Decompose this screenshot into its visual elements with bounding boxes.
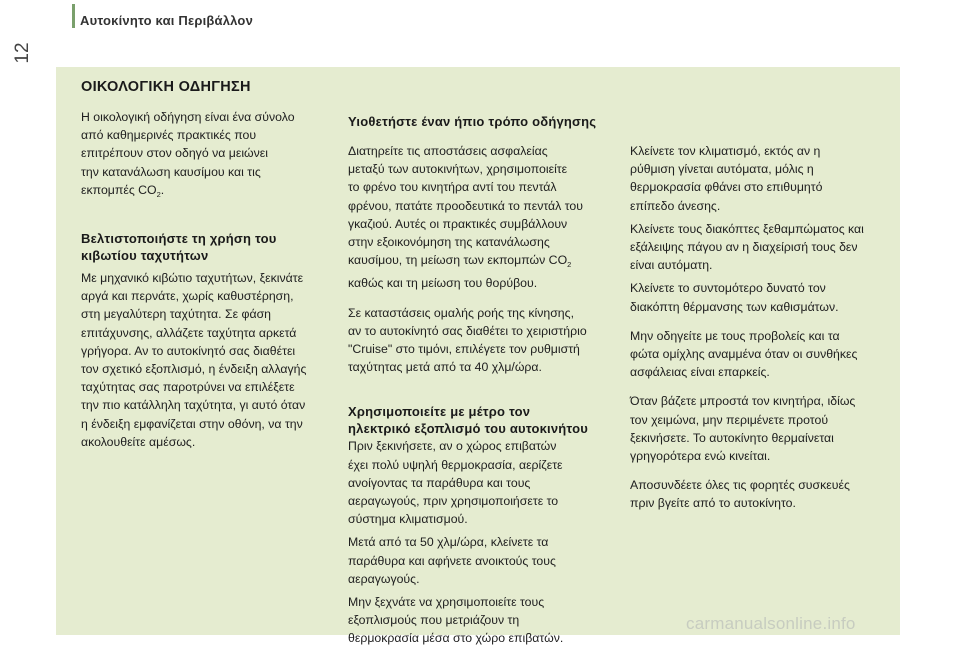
text-line: γρήγορα. Αν το αυτοκίνητό σας διαθέτει xyxy=(81,343,296,358)
text-line: θερμοκρασία φθάνει στο επιθυμητό xyxy=(630,180,823,195)
heading-line: Βελτιστοποιήστε τη χρήση του xyxy=(81,231,277,247)
heading-line: ηλεκτρικό εξοπλισμό του αυτοκινήτου xyxy=(348,420,588,436)
tips-paragraph-5 xyxy=(630,392,892,465)
text-line: την κατανάλωση καυσίμου και τις xyxy=(81,164,261,179)
text-line: ταχύτητας σας παροτρύνει να επιλέξετε xyxy=(81,380,295,395)
text-line: Η οικολογική οδήγηση είναι ένα σύνολο xyxy=(81,110,295,124)
text-line: η ένδειξη εμφανίζεται στην οθόνη, να την xyxy=(81,416,303,431)
electric-heading xyxy=(348,404,610,437)
text-line: επιτρέπουν στον οδηγό να μειώνει xyxy=(81,146,269,161)
heading-line: κιβωτίου ταχυτήτων xyxy=(81,247,209,263)
intro-paragraph xyxy=(81,108,327,204)
text-line: Κλείνετε τον κλιματισμό, εκτός αν η xyxy=(630,144,821,158)
text-line: γρηγορότερα ενώ κινείται. xyxy=(630,449,771,464)
page-number: 12 xyxy=(12,42,33,64)
electric-paragraph-3 xyxy=(348,593,610,648)
text-line: Πριν ξεκινήσετε, αν ο χώρος επιβατών xyxy=(348,439,557,454)
gentle-paragraph-1 xyxy=(348,142,610,293)
text-line: Μην οδηγείτε με τους προβολείς και τα xyxy=(630,328,840,343)
text-line: αν το αυτοκίνητό σας διαθέτει το χειριστήριο xyxy=(348,323,587,338)
column-3 xyxy=(630,142,892,513)
text-line: αεραγωγούς. xyxy=(348,571,420,586)
text-line: επιτάχυνσης, αλλάζετε ταχύτητα αρκετά xyxy=(81,325,297,340)
text-line: καθώς και τη μείωση του θορύβου. xyxy=(348,276,538,291)
subscript: 2 xyxy=(156,189,161,199)
text-line: Διατηρείτε τις αποστάσεις ασφαλείας xyxy=(348,144,548,158)
text-line: θερμοκρασία μέσα στο χώρο επιβατών. xyxy=(348,631,564,646)
text-line: ξεκινήσετε. Το αυτοκίνητο θερμαίνεται xyxy=(630,430,834,445)
text-line: μεταξύ των αυτοκινήτων, χρησιμοποιείτε xyxy=(348,162,568,177)
text-line: ανοίγοντας τα παράθυρα και τους xyxy=(348,475,531,490)
text-line: Μην ξεχνάτε να χρησιμοποιείτε τους xyxy=(348,595,545,610)
electric-paragraph-1 xyxy=(348,437,610,528)
text-line: Σε καταστάσεις ομαλής ροής της κίνησης, xyxy=(348,305,574,320)
text-line: "Cruise" στο τιμόνι, επιλέγετε τον ρυθμιστή xyxy=(348,342,580,357)
text-line: τον χειμώνα, μην περιμένετε προτού xyxy=(630,412,829,427)
column-1 xyxy=(81,108,327,451)
page-title: ΟΙΚΟΛΟΓΙΚΗ ΟΔΗΓΗΣΗ xyxy=(81,79,251,95)
text-line: Μετά από τα 50 χλμ/ώρα, κλείνετε τα xyxy=(348,535,549,550)
text-line: στην εξοικονόμηση της κατανάλωσης xyxy=(348,235,550,250)
electric-paragraph-2 xyxy=(348,533,610,588)
text-line: εξάλειψης πάγου αν η διαχείρισή τους δεν xyxy=(630,240,858,255)
text-line: το φρένο του κινητήρα αντί του πεντάλ xyxy=(348,180,557,195)
text-line: Όταν βάζετε μπροστά τον κινητήρα, ιδίως xyxy=(630,394,856,409)
text-line: από καθημερινές πρακτικές που xyxy=(81,128,257,143)
tips-paragraph-2 xyxy=(630,220,892,275)
header-accent-bar xyxy=(72,4,75,28)
text-line: Κλείνετε το συντομότερο δυνατό τον xyxy=(630,281,826,296)
heading-line: Χρησιμοποιείτε με μέτρο τον xyxy=(348,404,531,420)
text-line: έχει πολύ υψηλή θερμοκρασία, αερίζετε xyxy=(348,457,563,472)
tips-paragraph-6 xyxy=(630,476,892,512)
text-line: επίπεδο άνεσης. xyxy=(630,198,721,213)
text-line: φρένου, πατάτε προοδευτικά το πεντάλ του xyxy=(348,198,583,213)
text-line: στη μεγαλύτερη ταχύτητα. Σε φάση xyxy=(81,307,272,322)
text-line: Κλείνετε τους διακόπτες ξεθαμπώματος και xyxy=(630,221,864,236)
section-title: Αυτοκίνητο και Περιβάλλον xyxy=(80,13,254,28)
text-line: Με μηχανικό κιβώτιο ταχυτήτων, ξεκινάτε xyxy=(81,271,304,286)
text-line: ακολουθείτε αμέσως. xyxy=(81,434,196,449)
text-line: αργά και περνάτε, χωρίς καθυστέρηση, xyxy=(81,289,294,304)
gearbox-paragraph xyxy=(81,269,327,451)
text-line: εξοπλισμούς που μετριάζουν τη xyxy=(348,613,520,628)
watermark: carmanualsonline.info xyxy=(686,614,856,633)
gearbox-heading xyxy=(81,231,327,264)
text-line: ρύθμιση γίνεται αυτόματα, μόλις η xyxy=(630,162,814,177)
text-line: γκαζιού. Αυτές οι πρακτικές συμβάλλουν xyxy=(348,216,568,231)
gentle-driving-heading: Υιοθετήστε έναν ήπιο τρόπο οδήγησης xyxy=(348,114,597,129)
text-line: ταχύτητας μετά από τα 40 χλμ/ώρα. xyxy=(348,360,542,375)
tips-paragraph-1 xyxy=(630,142,892,215)
column-2 xyxy=(348,142,610,648)
text-line: αεραγωγούς, πριν χρησιμοποιήσετε το xyxy=(348,494,559,509)
text-line: Αποσυνδέετε όλες τις φορητές συσκευές xyxy=(630,478,850,493)
text-line: εκπομπές CO xyxy=(81,182,157,197)
text-line: σύστημα κλιματισμού. xyxy=(348,512,468,527)
text-line: είναι αυτόματη. xyxy=(630,258,713,273)
tips-paragraph-3 xyxy=(630,279,892,315)
tips-paragraph-4 xyxy=(630,327,892,382)
text-line: πριν βγείτε από το αυτοκίνητο. xyxy=(630,496,796,511)
text-line: την πιο κατάλληλη ταχύτητα, γι αυτό όταν xyxy=(81,398,306,413)
text-line: παράθυρα και αφήνετε ανοικτούς τους xyxy=(348,553,556,568)
text-line: τον σχετικό εξοπλισμό, η ένδειξη αλλαγής xyxy=(81,362,307,377)
text-line: ασφάλειας είναι επαρκείς. xyxy=(630,365,770,380)
subscript: 2 xyxy=(567,260,572,270)
text-line: καυσίμου, τη μείωση των εκπομπών CO xyxy=(348,253,568,268)
text-line: . xyxy=(160,182,165,197)
gentle-paragraph-2 xyxy=(348,304,610,377)
text-line: φώτα ομίχλης αναμμένα όταν οι συνθήκες xyxy=(630,347,858,362)
text-line: διακόπτη θέρμανσης των καθισμάτων. xyxy=(630,299,839,314)
